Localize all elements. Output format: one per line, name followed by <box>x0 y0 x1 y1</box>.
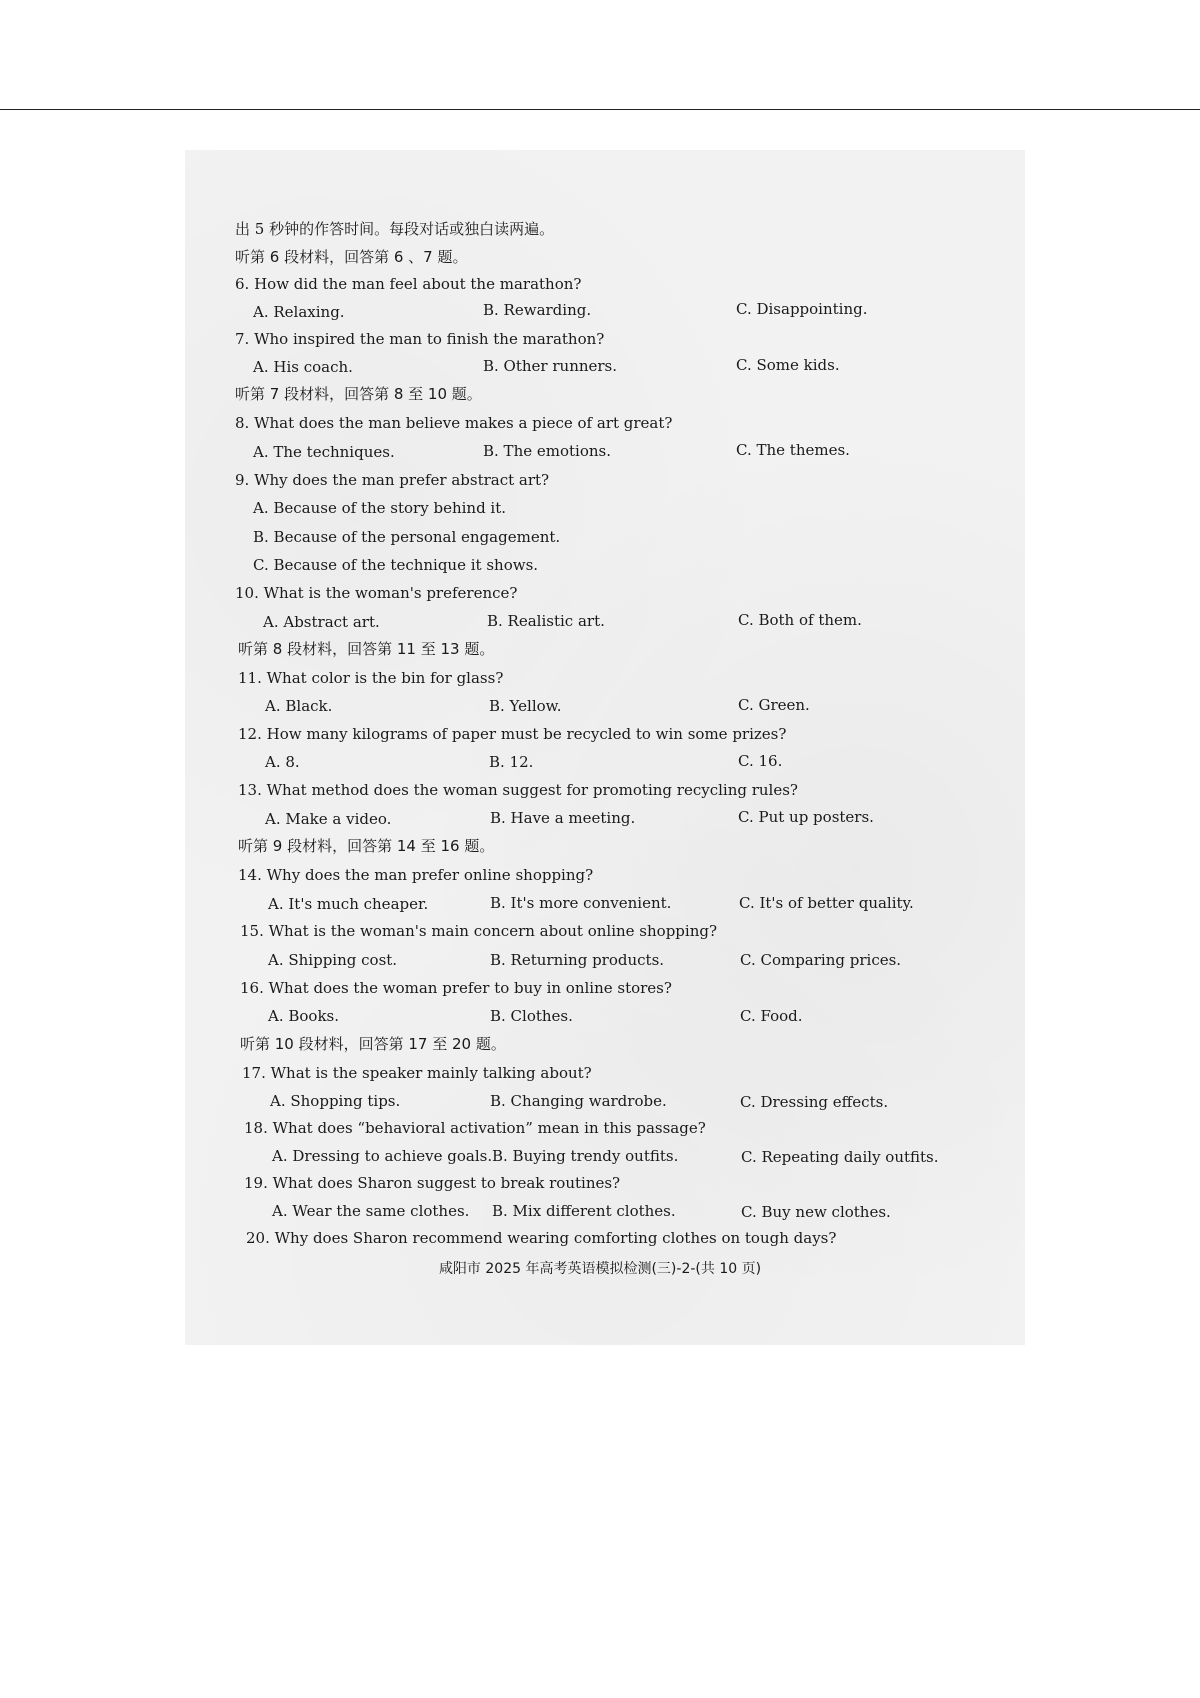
q7-option-b: B. Other runners. <box>483 357 618 375</box>
question-9: 9. Why does the man prefer abstract art? <box>235 471 550 489</box>
q14-option-b: B. It's more convenient. <box>490 894 672 912</box>
q11-option-c: C. Green. <box>738 696 810 714</box>
q18-option-a: A. Dressing to achieve goals. <box>272 1147 493 1165</box>
question-19: 19. What does Sharon suggest to break routines? <box>244 1174 621 1192</box>
q12-option-c: C. 16. <box>738 752 783 770</box>
q15-option-a: A. Shipping cost. <box>268 951 398 969</box>
q16-option-b: B. Clothes. <box>490 1007 573 1025</box>
question-13: 13. What method does the woman suggest for promoting recycling rules? <box>238 781 798 799</box>
page-footer: 咸阳市 2025 年高考英语模拟检测(三)-2-(共 10 页) <box>438 1261 762 1277</box>
section-heading-6: 听第 6 段材料，回答第 6 、7 题。 <box>235 248 468 266</box>
q9-option-c: C. Because of the technique it shows. <box>253 556 539 574</box>
q17-option-a: A. Shopping tips. <box>270 1092 401 1110</box>
q9-option-b: B. Because of the personal engagement. <box>253 528 561 546</box>
question-14: 14. Why does the man prefer online shopping? <box>238 866 594 884</box>
q14-option-c: C. It's of better quality. <box>739 894 914 912</box>
q8-option-c: C. The themes. <box>736 441 850 459</box>
q13-option-a: A. Make a video. <box>265 810 392 828</box>
q12-option-a: A. 8. <box>265 753 300 771</box>
question-7: 7. Who inspired the man to finish the marathon? <box>235 330 605 348</box>
q18-option-c: C. Repeating daily outfits. <box>741 1148 939 1166</box>
page-top-rule <box>0 109 1200 110</box>
q9-option-a: A. Because of the story behind it. <box>253 499 507 517</box>
q13-option-b: B. Have a meeting. <box>490 809 636 827</box>
q16-option-c: C. Food. <box>740 1007 803 1025</box>
q7-option-c: C. Some kids. <box>736 356 840 374</box>
q14-option-a: A. It's much cheaper. <box>268 895 429 913</box>
q7-option-a: A. His coach. <box>253 358 353 376</box>
question-17: 17. What is the speaker mainly talking about? <box>242 1064 592 1082</box>
section-heading-10: 听第 10 段材料，回答第 17 至 20 题。 <box>240 1035 506 1053</box>
q10-option-b: B. Realistic art. <box>487 612 605 630</box>
q6-option-a: A. Relaxing. <box>253 303 345 321</box>
q19-option-a: A. Wear the same clothes. <box>272 1202 470 1220</box>
q17-option-c: C. Dressing effects. <box>740 1093 889 1111</box>
q13-option-c: C. Put up posters. <box>738 808 874 826</box>
q16-option-a: A. Books. <box>268 1007 340 1025</box>
question-18: 18. What does “behavioral activation” mean in this passage? <box>244 1119 706 1137</box>
question-20: 20. Why does Sharon recommend wearing comforting clothes on tough days? <box>246 1229 837 1247</box>
q8-option-b: B. The emotions. <box>483 442 611 460</box>
question-8: 8. What does the man believe makes a piece of art great? <box>235 414 673 432</box>
question-6: 6. How did the man feel about the marathon? <box>235 275 582 293</box>
q11-option-b: B. Yellow. <box>489 697 562 715</box>
q15-option-c: C. Comparing prices. <box>740 951 902 969</box>
q19-option-c: C. Buy new clothes. <box>741 1203 891 1221</box>
question-15: 15. What is the woman's main concern about online shopping? <box>240 922 718 940</box>
q10-option-c: C. Both of them. <box>738 611 862 629</box>
q15-option-b: B. Returning products. <box>490 951 665 969</box>
section-heading-8: 听第 8 段材料，回答第 11 至 13 题。 <box>238 640 495 658</box>
q18-option-b: B. Buying trendy outfits. <box>492 1147 679 1165</box>
q19-option-b: B. Mix different clothes. <box>492 1202 676 1220</box>
instructions-text: 出 5 秒钟的作答时间。每段对话或独白读两遍。 <box>235 220 555 238</box>
q6-option-b: B. Rewarding. <box>483 301 592 319</box>
question-16: 16. What does the woman prefer to buy in online stores? <box>240 979 672 997</box>
question-10: 10. What is the woman's preference? <box>235 584 518 602</box>
q10-option-a: A. Abstract art. <box>263 613 380 631</box>
question-12: 12. How many kilograms of paper must be recycled to win some prizes? <box>238 725 787 743</box>
section-heading-9: 听第 9 段材料，回答第 14 至 16 题。 <box>238 837 495 855</box>
q6-option-c: C. Disappointing. <box>736 300 868 318</box>
q8-option-a: A. The techniques. <box>253 443 395 461</box>
section-heading-7: 听第 7 段材料，回答第 8 至 10 题。 <box>235 385 482 403</box>
question-11: 11. What color is the bin for glass? <box>238 669 504 687</box>
q12-option-b: B. 12. <box>489 753 534 771</box>
q11-option-a: A. Black. <box>265 697 333 715</box>
q17-option-b: B. Changing wardrobe. <box>490 1092 667 1110</box>
